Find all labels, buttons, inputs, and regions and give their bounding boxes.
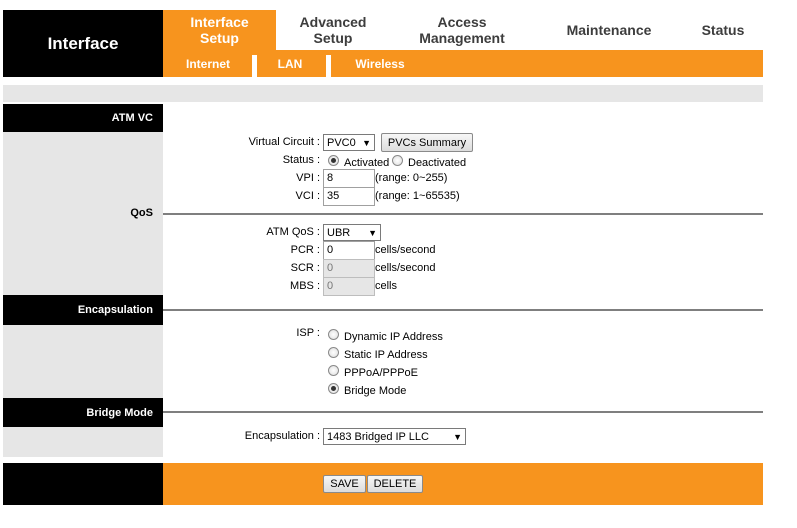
isp-dynamic-ip-radio[interactable] (328, 329, 339, 340)
status-activated-label: Activated (344, 157, 390, 169)
section-atm-vc: ATM VC (3, 104, 163, 132)
tab-access-management[interactable]: Access Management (419, 14, 505, 46)
vci-range: (range: 1~65535) (375, 190, 460, 202)
footer-left (3, 463, 163, 505)
bridge-encapsulation-select[interactable]: 1483 Bridged IP LLC ▼ (323, 428, 466, 445)
encapsulation-label-cell (3, 325, 163, 398)
pcr-input[interactable]: 0 (323, 241, 375, 260)
isp-bridge-mode-label: Bridge Mode (344, 385, 407, 397)
isp-pppoa-pppoe-radio[interactable] (328, 365, 339, 376)
status-deactivated-radio[interactable] (392, 155, 403, 166)
subtab-lan[interactable]: LAN (277, 56, 303, 71)
header-spacer (3, 85, 763, 102)
mbs-input[interactable]: 0 (323, 277, 375, 296)
qos-divider (163, 213, 763, 215)
subtab-divider (326, 55, 331, 77)
virtual-circuit-select[interactable]: PVC0 ▼ (323, 134, 375, 151)
bridge-mode-divider (163, 411, 763, 413)
status-label: Status : (282, 154, 320, 166)
vpi-range: (range: 0~255) (375, 172, 448, 184)
vpi-label: VPI : (296, 172, 320, 184)
atm-qos-label: ATM QoS : (266, 226, 320, 238)
chevron-down-icon: ▼ (368, 227, 377, 238)
section-bridge-mode: Bridge Mode (3, 398, 163, 427)
scr-label: SCR : (290, 262, 320, 274)
tab-interface-setup[interactable]: Interface Setup (163, 10, 276, 50)
footer-bar (163, 463, 763, 505)
chevron-down-icon: ▼ (453, 431, 462, 442)
status-activated-radio[interactable] (328, 155, 339, 166)
subtab-internet[interactable]: Internet (185, 56, 230, 71)
encapsulation-divider (163, 309, 763, 311)
isp-static-ip-radio[interactable] (328, 347, 339, 358)
virtual-circuit-label: Virtual Circuit : (248, 136, 320, 148)
chevron-down-icon: ▼ (362, 137, 371, 148)
delete-button[interactable]: DELETE (367, 475, 423, 493)
logo: Interface (3, 10, 163, 77)
isp-label: ISP : (296, 327, 320, 339)
vci-label: VCI : (295, 190, 320, 202)
scr-unit: cells/second (375, 262, 436, 274)
save-button[interactable]: SAVE (323, 475, 366, 493)
isp-dynamic-ip-label: Dynamic IP Address (344, 331, 443, 343)
subtab-divider (252, 55, 257, 77)
scr-input[interactable]: 0 (323, 259, 375, 278)
vci-input[interactable]: 35 (323, 187, 375, 206)
pcr-label: PCR : (290, 244, 320, 256)
isp-bridge-mode-radio[interactable] (328, 383, 339, 394)
tab-advanced-setup[interactable]: Advanced Setup (299, 14, 367, 46)
bridge-label-cell (3, 427, 163, 457)
subtab-wireless[interactable]: Wireless (355, 56, 405, 71)
status-deactivated-label: Deactivated (408, 157, 467, 169)
section-qos-label: QoS (130, 207, 153, 219)
pcr-unit: cells/second (375, 244, 436, 256)
tab-status[interactable]: Status (701, 22, 745, 38)
mbs-label: MBS : (290, 280, 320, 292)
isp-pppoa-pppoe-label: PPPoA/PPPoE (344, 367, 418, 379)
mbs-unit: cells (375, 280, 398, 292)
atm-qos-select[interactable]: UBR ▼ (323, 224, 381, 241)
isp-static-ip-label: Static IP Address (344, 349, 428, 361)
section-encapsulation: Encapsulation (3, 295, 163, 325)
vpi-input[interactable]: 8 (323, 169, 375, 188)
pvcs-summary-button[interactable]: PVCs Summary (381, 133, 473, 152)
bridge-encapsulation-label: Encapsulation : (244, 430, 320, 442)
tab-maintenance[interactable]: Maintenance (566, 22, 652, 38)
